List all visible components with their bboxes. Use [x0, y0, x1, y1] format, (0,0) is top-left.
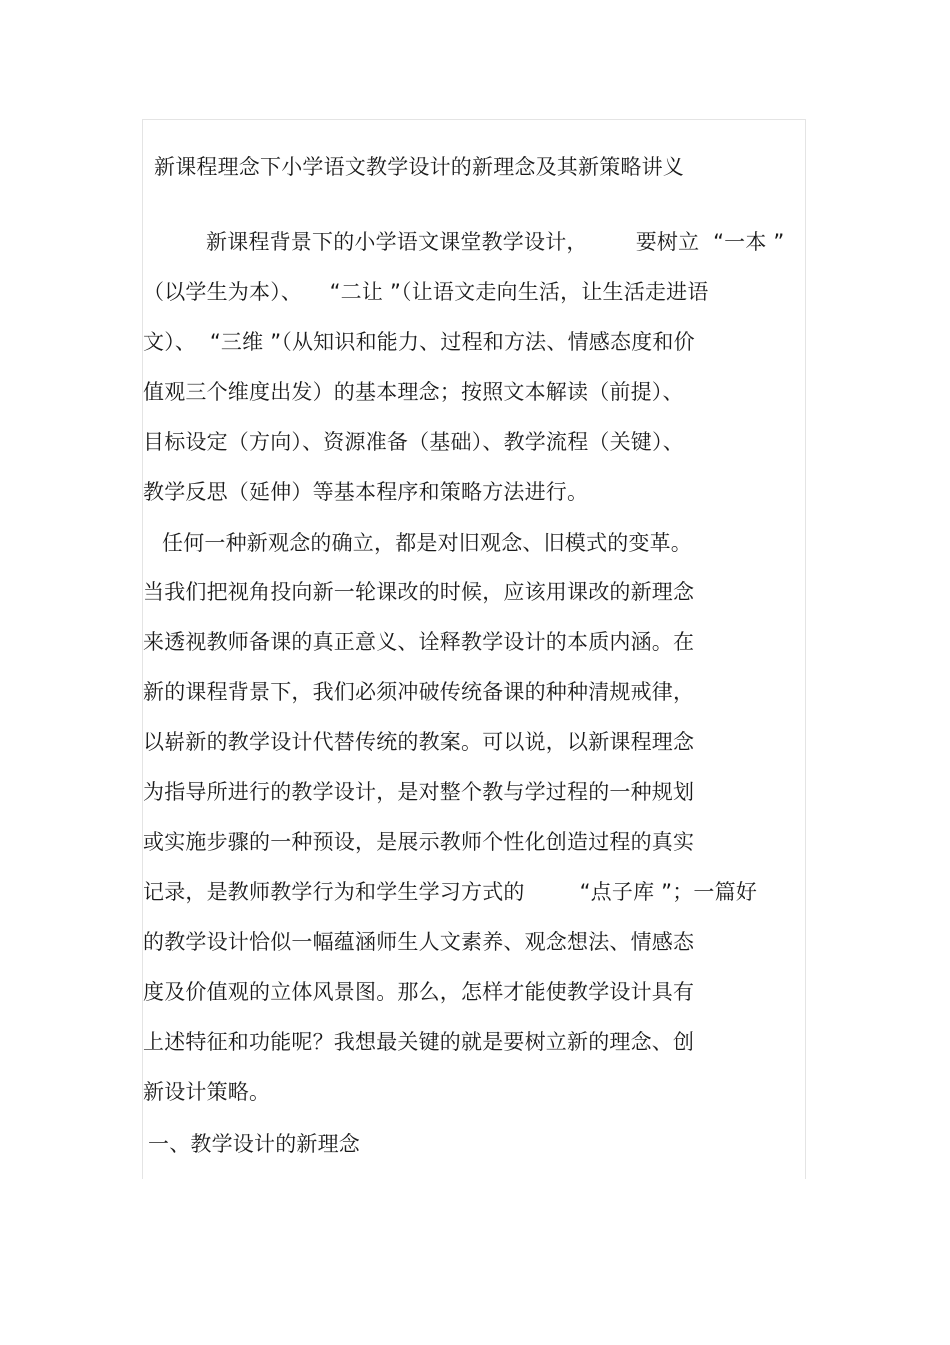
paragraph-line: 新课程背景下的小学语文课堂教学设计， 要树立 “一本 ” [206, 230, 785, 254]
paragraph-line: 为指导所进行的教学设计，是对整个教与学过程的一种规划 [143, 780, 695, 804]
paragraph-line: 以崭新的教学设计代替传统的教案。可以说，以新课程理念 [143, 730, 695, 754]
paragraph-line: 的教学设计恰似一幅蕴涵师生人文素养、观念想法、情感态 [143, 930, 695, 954]
paragraph-line: 或实施步骤的一种预设，是展示教师个性化创造过程的真实 [143, 830, 695, 854]
paragraph-line: 当我们把视角投向新一轮课改的时候，应该用课改的新理念 [143, 580, 695, 604]
document-title: 新课程理念下小学语文教学设计的新理念及其新策略讲义 [154, 155, 684, 179]
paragraph-line: 上述特征和功能呢？我想最关键的就是要树立新的理念、创 [143, 1030, 695, 1054]
paragraph-line: 任何一种新观念的确立，都是对旧观念、旧模式的变革。 [162, 531, 692, 555]
paragraph-line: （以学生为本）、 “二让 ”（让语文走向生活，让生活走进语 [143, 280, 709, 304]
paragraph-line: 教学反思（延伸）等基本程序和策略方法进行。 [143, 480, 589, 504]
paragraph-line: 度及价值观的立体风景图。那么，怎样才能使教学设计具有 [143, 980, 695, 1004]
paragraph-line: 值观三个维度出发）的基本理念；按照文本解读（前提）、 [143, 380, 684, 404]
paragraph-line: 来透视教师备课的真正意义、诠释教学设计的本质内涵。在 [143, 630, 695, 654]
paragraph-line: 目标设定（方向）、资源准备（基础）、教学流程（关键）、 [143, 430, 684, 454]
paragraph-line: 新的课程背景下，我们必须冲破传统备课的种种清规戒律， [143, 680, 695, 704]
section-heading: 一、教学设计的新理念 [148, 1132, 360, 1156]
paragraph-line: 记录，是教师教学行为和学生学习方式的 “点子库 ”；一篇好 [143, 880, 758, 904]
paragraph-line: 文）、 “三维 ”（从知识和能力、过程和方法、情感态度和价 [143, 330, 695, 354]
paragraph-line: 新设计策略。 [143, 1080, 271, 1104]
